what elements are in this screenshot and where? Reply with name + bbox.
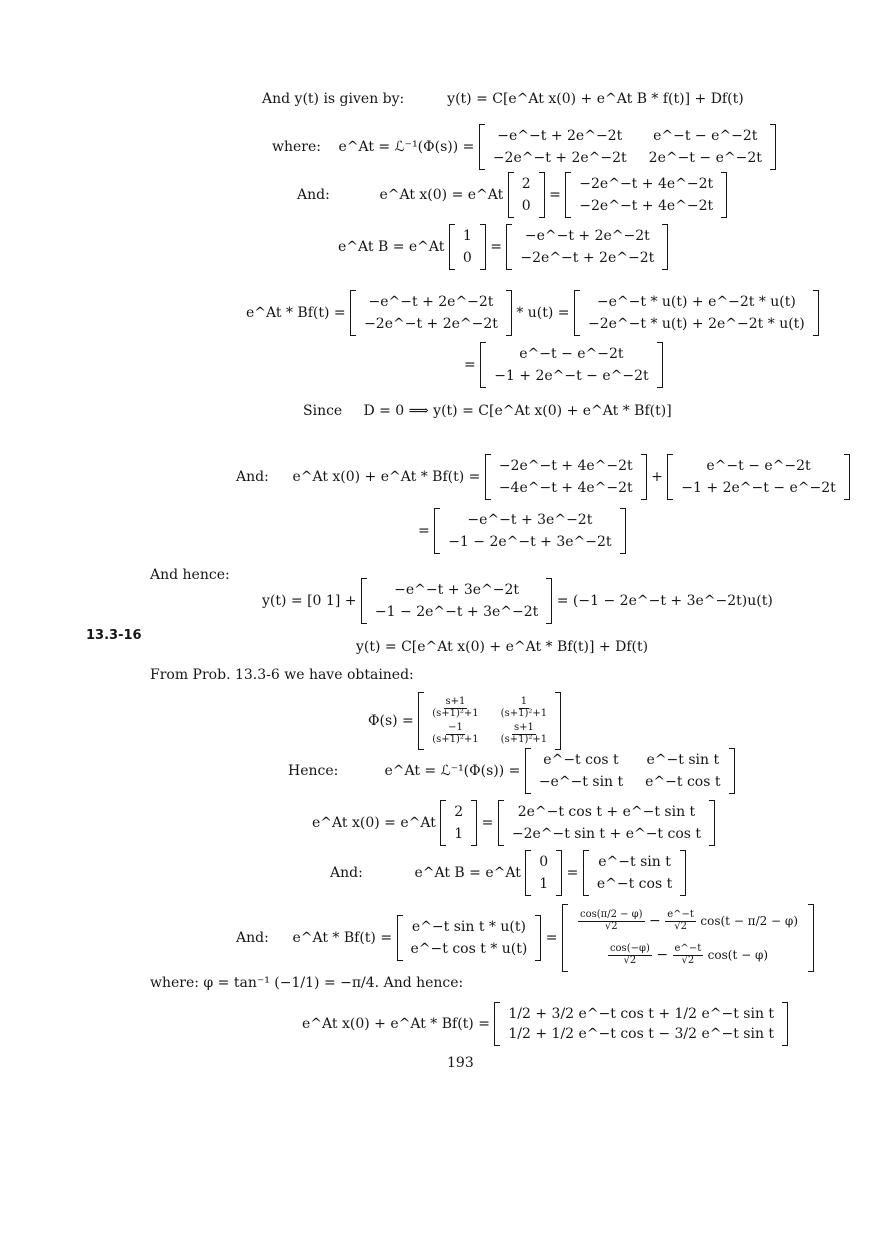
- bf2-result-row: $\frac{\cos(\pi/2 - \varphi)}{√2}$ − $\frac{e\^{}-t}{√2}$ cos(t − π/2 − φ): [579, 909, 799, 932]
- b2-line: And: e^At B = e^At 0 1 = e^−t sin t e^−t cos t: [330, 850, 686, 896]
- matrix-cell: −e^−t + 3e^−2t: [394, 582, 520, 598]
- hence-label: Hence:: [288, 763, 339, 779]
- vector-cell: 2: [521, 176, 531, 192]
- and-hence-label: And hence:: [150, 567, 230, 583]
- b2-vector: [525, 850, 562, 896]
- result-cell: e^−t − e^−2t: [519, 346, 624, 362]
- problem-number: 13.3-16: [86, 628, 142, 643]
- sum-result-line: = −e^−t + 3e^−2t −1 − 2e^−t + 3e^−2t: [418, 508, 626, 554]
- vector-cell: 1: [539, 876, 549, 892]
- result-cell: 1/2 + 1/2 e^−t cos t − 3/2 e^−t sin t: [508, 1026, 775, 1042]
- matrix-cell: −1 − 2e^−t + 3e^−2t: [374, 604, 539, 620]
- result-cell: −e^−t + 2e^−2t: [524, 228, 650, 244]
- eat-bf-matrix: [350, 290, 512, 336]
- final-lhs: e^At x(0) + e^At * Bf(t) =: [302, 1016, 490, 1032]
- bf2-result-row: $\frac{\cos(-\varphi)}{√2}$ − $\frac{e\^{}-t}{√2}$ cos(t − φ): [609, 943, 769, 966]
- bf2-matrix: [397, 915, 542, 961]
- result-cell: e^−t sin t: [598, 854, 671, 870]
- sum-a: [485, 454, 647, 500]
- sum-lhs: e^At x(0) + e^At * Bf(t) =: [292, 469, 481, 485]
- page-number: 193: [447, 1055, 474, 1071]
- eat-b-lhs: e^At B = e^At: [338, 239, 445, 255]
- phi-cell: $\frac{1}{\text{(s+1)²+1}}$: [500, 696, 548, 719]
- result-cell: −2e^−t sin t + e^−t cos t: [511, 826, 702, 842]
- result-cell: −1 + 2e^−t − e^−2t: [494, 368, 649, 384]
- eat-definition: [272, 124, 776, 170]
- result-cell: e^−t cos t: [596, 876, 673, 892]
- eat-matrix: [479, 124, 776, 170]
- x02-lhs: e^At x(0) = e^At: [312, 815, 436, 831]
- from-prob-text: From Prob. 13.3-6 we have obtained:: [150, 667, 414, 683]
- eat-bf-line: [246, 290, 819, 336]
- eat-cell: −2e^−t + 2e^−2t: [492, 150, 627, 166]
- y-rhs: = (−1 − 2e^−t + 3e^−2t)u(t): [556, 593, 773, 609]
- phi-cell: $\frac{s+1}{\text{(s+1)²+1}}$: [432, 696, 479, 719]
- matrix-cell: −1 + 2e^−t − e^−2t: [681, 480, 836, 496]
- intro-lead: And y(t) is given by:: [262, 91, 405, 107]
- b2-result: [583, 850, 686, 896]
- vector-cell: 2: [454, 804, 464, 820]
- problem-equation: y(t) = C[e^At x(0) + e^At * Bf(t)] + Df(t): [356, 639, 649, 655]
- x02-result: [498, 800, 715, 846]
- sum-b: [667, 454, 849, 500]
- eat-cell: e^−t − e^−2t: [653, 128, 758, 144]
- eat2-cell: −e^−t sin t: [538, 774, 624, 790]
- since-line: [303, 404, 672, 418]
- y-matrix: [361, 578, 552, 624]
- eat2-cell: e^−t sin t: [646, 752, 720, 768]
- vector-cell: 0: [521, 198, 531, 214]
- phi-cell: $\frac{s+1}{\text{(s+1)²+1}}$: [500, 722, 548, 745]
- intro-equation: y(t) = C[e^At x(0) + e^At B * f(t)] + Df(t): [447, 91, 744, 107]
- sum-line: And: e^At x(0) + e^At * Bf(t) = −2e^−t + 4e^−2t −4e^−t + 4e^−2t + e^−t − e^−2t −1 + 2e^−t − e^−2t: [236, 454, 850, 500]
- vector-cell: 1: [454, 826, 464, 842]
- eat2-cell: e^−t cos t: [645, 774, 721, 790]
- b-vector: [449, 224, 486, 270]
- matrix-cell: e^−t sin t * u(t): [411, 919, 526, 935]
- y-lhs: y(t) = [0 1] +: [262, 593, 357, 609]
- result-cell: 2e^−t cos t + e^−t sin t: [517, 804, 696, 820]
- result-cell: 1/2 + 3/2 e^−t cos t + 1/2 e^−t sin t: [508, 1006, 775, 1022]
- eat2-cell: e^−t cos t: [543, 752, 619, 768]
- matrix-cell: −2e^−t + 2e^−2t: [364, 316, 498, 332]
- phi-line: [368, 692, 561, 750]
- eat-cell: −e^−t + 2e^−2t: [497, 128, 623, 144]
- eat-b-line: e^At B = e^At 1 0 = −e^−t + 2e^−2t −2e^−t + 2e^−2t: [338, 224, 668, 270]
- matrix-cell: −4e^−t + 4e^−2t: [498, 480, 633, 496]
- result-cell: −2e^−t + 4e^−2t: [579, 198, 714, 214]
- phi-matrix: [418, 692, 561, 750]
- x02-vector: [440, 800, 477, 846]
- bf2-line: And: e^At * Bf(t) = e^−t sin t * u(t) e^−t cos t * u(t) = $\frac{\cos(\pi/2 - \varphi)}{√2}$ − $\frac{e\^{}-t}{√2}$ cos(t − π/2 − φ) $\frac{\cos(-\varphi)}{√2}$ − $\frac{e\^{}-t}{√2}$ cos(t − φ): [236, 904, 814, 972]
- y-result-line: [262, 578, 773, 624]
- x0-vector: [508, 172, 545, 218]
- phi-lhs: Φ(s) =: [368, 713, 414, 729]
- final-result: [494, 1002, 788, 1046]
- where-label: where:: [272, 139, 321, 155]
- bf2-lhs: e^At * Bf(t) =: [292, 930, 393, 946]
- and-label: And:: [236, 469, 269, 485]
- matrix-cell: e^−t cos t * u(t): [410, 941, 528, 957]
- result-cell: −e^−t + 3e^−2t: [467, 512, 593, 528]
- eat2-lhs: e^At = ℒ⁻¹(Φ(s)) =: [384, 763, 521, 779]
- eat2-line: [288, 748, 735, 794]
- b2-lhs: e^At B = e^At: [414, 865, 521, 881]
- result-cell: −1 − 2e^−t + 3e^−2t: [448, 534, 612, 550]
- since-label: Since: [303, 403, 343, 419]
- eat-x0-line: And: e^At x(0) = e^At 2 0 = −2e^−t + 4e^−2t −2e^−t + 4e^−2t: [297, 172, 727, 218]
- eat-x0-result: [565, 172, 727, 218]
- eat2-matrix: [525, 748, 735, 794]
- eat-bf-result2: [480, 342, 662, 388]
- where-phi-line: where: φ = tan⁻¹ (−1/1) = −π/4. And hence:: [150, 975, 464, 991]
- result-cell: −2e^−t + 2e^−2t: [520, 250, 655, 266]
- and-label: And:: [236, 930, 269, 946]
- eat-x0-lhs: e^At x(0) = e^At: [379, 187, 504, 203]
- since-equation: D = 0 ⟹ y(t) = C[e^At x(0) + e^At * Bf(t)]: [363, 403, 672, 419]
- vector-cell: 0: [462, 250, 472, 266]
- vector-cell: 0: [539, 854, 549, 870]
- result-cell: −2e^−t * u(t) + 2e^−2t * u(t): [588, 316, 805, 332]
- eat-lhs: e^At = ℒ⁻¹(Φ(s)) =: [338, 139, 475, 155]
- vector-cell: 1: [462, 228, 472, 244]
- bf2-result: [562, 904, 814, 972]
- matrix-cell: −e^−t + 2e^−2t: [368, 294, 494, 310]
- convolve-u: * u(t) =: [516, 305, 570, 321]
- eat-cell: 2e^−t − e^−2t: [648, 150, 762, 166]
- eat-bf-result: [574, 290, 819, 336]
- result-cell: −2e^−t + 4e^−2t: [579, 176, 714, 192]
- and-label: And:: [297, 187, 330, 203]
- result-cell: −e^−t * u(t) + e^−2t * u(t): [596, 294, 796, 310]
- x02-line: e^At x(0) = e^At 2 1 = 2e^−t cos t + e^−t sin t −2e^−t sin t + e^−t cos t: [312, 800, 715, 846]
- matrix-cell: −2e^−t + 4e^−2t: [498, 458, 633, 474]
- intro-line: [262, 92, 744, 106]
- eat-b-result: [506, 224, 668, 270]
- eat-bf-simplified: = e^−t − e^−2t −1 + 2e^−t − e^−2t: [464, 342, 663, 388]
- and-label: And:: [330, 865, 363, 881]
- final-line: [302, 1002, 788, 1046]
- matrix-cell: e^−t − e^−2t: [706, 458, 811, 474]
- eat-bf-lhs: e^At * Bf(t) =: [246, 305, 346, 321]
- sum-result: [434, 508, 625, 554]
- phi-cell: $\frac{-1}{\text{(s+1)²+1}}$: [432, 722, 479, 745]
